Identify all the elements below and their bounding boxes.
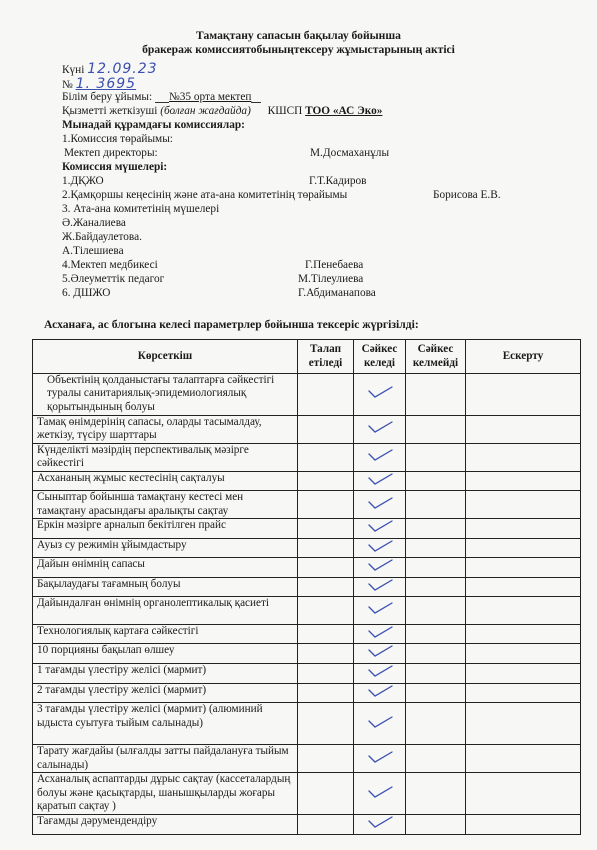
table-cell <box>298 625 354 644</box>
compliant-cell <box>354 815 406 834</box>
member-5-role: 5.Әлеуметтік педагог <box>62 273 165 285</box>
table-cell <box>298 773 354 815</box>
table-cell <box>466 558 581 577</box>
table-cell <box>406 597 466 625</box>
indicator-cell: Объектінің қолданыстағы талаптарға сәйкестігі туралы санитариялық-эпидемиологиялық қорытындының болуы <box>33 374 298 416</box>
table-cell <box>466 597 581 625</box>
checkmark-icon <box>365 496 395 510</box>
table-cell <box>298 558 354 577</box>
checkmark-icon <box>365 750 395 764</box>
indicator-cell: Дайындалған өнімнің органолептикалық қасиеті <box>33 597 298 625</box>
compliant-cell <box>354 644 406 663</box>
checkmark-icon <box>365 815 395 829</box>
table-row <box>33 416 581 444</box>
table-cell <box>406 416 466 444</box>
table-cell <box>466 663 581 683</box>
table-cell <box>466 773 581 815</box>
table-row <box>33 472 581 491</box>
indicator-cell: Ауыз су режимін ұйымдастыру <box>33 538 298 557</box>
compliant-cell <box>354 491 406 519</box>
inspection-table <box>32 339 581 835</box>
compliant-cell <box>354 577 406 596</box>
table-cell <box>406 815 466 834</box>
compliant-cell <box>354 703 406 745</box>
compliant-cell <box>354 444 406 472</box>
header-indicator: Көрсеткіш <box>33 340 298 374</box>
indicator-cell: Күнделікті мәзірдің перспективалық мәзірге сәйкестігі <box>33 444 298 472</box>
table-cell <box>406 491 466 519</box>
header-compliant: Сәйкес келеді <box>354 340 406 374</box>
member-5-name: М.Тілеулиева <box>298 273 364 285</box>
table-cell <box>406 703 466 745</box>
table-row <box>33 519 581 538</box>
table-cell <box>406 644 466 663</box>
member-1-name: Г.Т.Кадиров <box>309 175 367 187</box>
table-cell <box>406 625 466 644</box>
indicator-cell: Еркін мәзірге арналып бекітілген прайс <box>33 519 298 538</box>
checkmark-icon <box>365 385 395 399</box>
director-role: Мектеп директоры: <box>64 147 158 159</box>
compliant-cell <box>354 558 406 577</box>
table-cell <box>466 444 581 472</box>
table-cell <box>298 577 354 596</box>
member-6-name: Г.Абдиманапова <box>298 287 376 299</box>
table-cell <box>298 416 354 444</box>
title-line-2: бракераж комиссиятобыныңтексеру жұмыстарының актісі <box>142 43 455 56</box>
checkmark-icon <box>365 664 395 678</box>
header-required: Талап етіледі <box>298 340 354 374</box>
table-row <box>33 597 581 625</box>
table-header-row <box>33 340 581 374</box>
service-type: КШСП <box>267 105 303 117</box>
table-cell <box>466 745 581 773</box>
org-value: №35 орта мектеп <box>168 91 252 103</box>
chair-heading: 1.Комиссия төрайымы: <box>62 133 173 145</box>
table-cell <box>406 773 466 815</box>
checkmark-icon <box>365 684 395 698</box>
checkmark-icon <box>365 539 395 553</box>
service-value: ТОО «АС Эко» <box>305 105 383 117</box>
indicator-cell: Асханалық аспаптарды дұрыс сақтау (кассеталардың болуы және қасықтарды, шанышқыларды жоғары қаратып сақтау ) <box>33 773 298 815</box>
table-cell <box>466 703 581 745</box>
member-2-role: 2.Қамқоршы кеңесінің және ата-ана комитетінің төрайымы <box>62 189 348 201</box>
composition-heading: Мынадай құрамдағы комиссиялар: <box>62 119 245 131</box>
header-noncompliant: Сәйкес келмейді <box>406 340 466 374</box>
compliant-cell <box>354 472 406 491</box>
table-row <box>33 558 581 577</box>
header-note: Ескерту <box>466 340 581 374</box>
table-cell <box>466 519 581 538</box>
table-row <box>33 538 581 557</box>
member-2-name: Борисова Е.В. <box>433 189 501 201</box>
table-cell <box>298 444 354 472</box>
indicator-cell: 2 тағамды үлестіру желісі (мармит) <box>33 683 298 702</box>
member-3-a: Ә.Жаналиева <box>62 217 126 229</box>
table-cell <box>466 644 581 663</box>
indicator-cell: Тағамды дәрумендендіру <box>33 815 298 834</box>
table-cell <box>466 577 581 596</box>
service-label: Қызметті жеткізуші <box>62 105 158 117</box>
table-cell <box>298 644 354 663</box>
table-cell <box>406 472 466 491</box>
number-row <box>62 76 136 92</box>
table-cell <box>406 374 466 416</box>
compliant-cell <box>354 773 406 815</box>
title-line-1: Тамақтану сапасын бақылау бойынша <box>196 29 401 42</box>
table-cell <box>298 538 354 557</box>
checkmark-icon <box>365 472 395 486</box>
indicator-cell: 3 тағамды үлестіру желісі (мармит) (алюминий ыдыста суытуға тыйым салынады) <box>33 703 298 745</box>
member-3-role: 3. Ата-ана комитетінің мүшелері <box>62 203 220 215</box>
checkmark-icon <box>365 785 395 799</box>
table-cell <box>466 416 581 444</box>
member-4-name: Г.Пенебаева <box>305 259 364 271</box>
table-row <box>33 703 581 745</box>
compliant-cell <box>354 374 406 416</box>
table-cell <box>466 538 581 557</box>
compliant-cell <box>354 538 406 557</box>
member-1-role: 1.ДҚЖО <box>62 175 104 187</box>
indicator-cell: Асхананың жұмыс кестесінің сақталуы <box>33 472 298 491</box>
member-6-role: 6. ДШЖО <box>62 287 111 299</box>
table-cell <box>406 663 466 683</box>
checkmark-icon <box>365 625 395 639</box>
compliant-cell <box>354 745 406 773</box>
table-cell <box>406 683 466 702</box>
table-cell <box>466 815 581 834</box>
number-label: № <box>62 79 73 91</box>
table-cell <box>406 538 466 557</box>
table-row <box>33 374 581 416</box>
table-cell <box>298 663 354 683</box>
members-heading: Комиссия мүшелері: <box>62 161 168 173</box>
checkmark-icon <box>365 448 395 462</box>
table-cell <box>466 625 581 644</box>
table-cell <box>466 374 581 416</box>
checkmark-icon <box>365 578 395 592</box>
indicator-cell: 1 тағамды үлестіру желісі (мармит) <box>33 663 298 683</box>
org-label: Білім беру ұйымы: <box>62 91 153 103</box>
service-row <box>62 105 382 117</box>
table-cell <box>298 815 354 834</box>
table-cell <box>298 472 354 491</box>
table-cell <box>466 683 581 702</box>
table-cell <box>298 519 354 538</box>
compliant-cell <box>354 683 406 702</box>
checkmark-icon <box>365 558 395 572</box>
checkmark-icon <box>365 715 395 729</box>
table-cell <box>406 745 466 773</box>
table-cell <box>298 683 354 702</box>
table-row <box>33 625 581 644</box>
member-3-b: Ж.Байдаулетова. <box>62 231 142 243</box>
member-3-c: А.Тілешиева <box>62 245 124 257</box>
compliant-cell <box>354 625 406 644</box>
compliant-cell <box>354 519 406 538</box>
table-row <box>33 491 581 519</box>
table-row <box>33 745 581 773</box>
table-row <box>33 815 581 834</box>
table-row <box>33 644 581 663</box>
date-label: Күні <box>62 64 85 76</box>
member-4-role: 4.Мектеп медбикесі <box>62 259 158 271</box>
table-cell <box>406 444 466 472</box>
table-row <box>33 683 581 702</box>
director-name: М.Досмаханұлы <box>310 147 390 159</box>
number-value: 1. 3695 <box>75 76 137 92</box>
table-cell <box>466 491 581 519</box>
table-cell <box>406 519 466 538</box>
table-row <box>33 663 581 683</box>
table-cell <box>298 703 354 745</box>
compliant-cell <box>354 663 406 683</box>
checkmark-icon <box>365 601 395 615</box>
service-note: (болған жағдайда) <box>160 105 251 117</box>
indicator-cell: Дайын өнімнің сапасы <box>33 558 298 577</box>
checkmark-icon <box>365 519 395 533</box>
indicator-cell: Технологиялық картаға сәйкестігі <box>33 625 298 644</box>
indicator-cell: 10 порцияны бақылап өлшеу <box>33 644 298 663</box>
table-cell <box>466 472 581 491</box>
table-row <box>33 577 581 596</box>
compliant-cell <box>354 597 406 625</box>
table-cell <box>406 577 466 596</box>
indicator-cell: Сыныптар бойынша тамақтану кестесі мен тамақтану арасындағы аралықты сақтау <box>33 491 298 519</box>
date-row <box>62 61 158 77</box>
table-cell <box>298 597 354 625</box>
table-cell <box>298 491 354 519</box>
indicator-cell: Бақылаудағы тағамның болуы <box>33 577 298 596</box>
organization-row <box>62 91 261 103</box>
checkmark-icon <box>365 644 395 658</box>
table-cell <box>406 558 466 577</box>
table-cell <box>298 374 354 416</box>
table-row <box>33 444 581 472</box>
compliant-cell <box>354 416 406 444</box>
indicator-cell: Тамақ өнімдерінің сапасы, оларды тасымалдау, жеткізу, түсіру шарттары <box>33 416 298 444</box>
date-value: 12.09.23 <box>87 61 158 77</box>
table-row <box>33 773 581 815</box>
indicator-cell: Тарату жағдайы (ылғалды затты пайдалануға тыйым салынады) <box>33 745 298 773</box>
checkmark-icon <box>365 420 395 434</box>
section-heading: Асханаға, ас блогына келесі параметрлер бойынша тексеріс жүргізілді: <box>44 318 419 331</box>
table-cell <box>298 745 354 773</box>
